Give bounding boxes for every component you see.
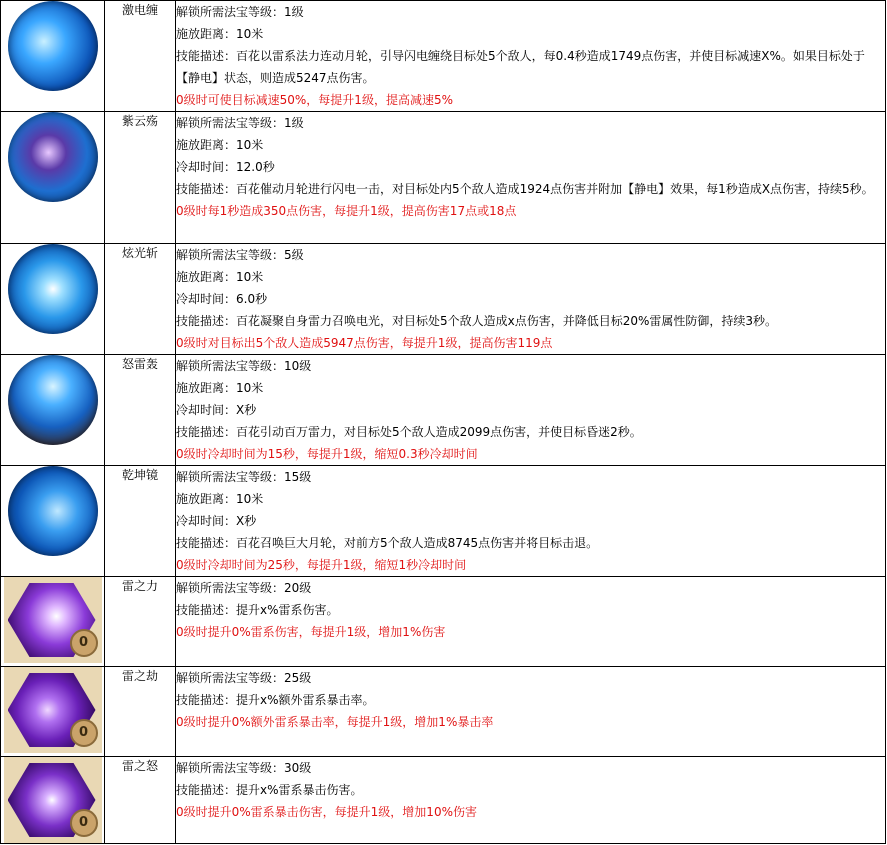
skill-description: 技能描述：提升x%雷系暴击伤害。 [176,783,363,797]
level-badge: 0 [70,719,98,747]
thunder-wrath-hex-icon [4,757,102,843]
cooldown: 冷却时间：X秒 [176,514,257,528]
lightning-orb-icon [8,1,98,91]
skill-icon-cell [1,1,105,112]
upgrade-note: 0级时可使目标减速50%，每提升1级，提高减速5% [176,93,453,107]
thunder-calamity-hex-icon [4,667,102,753]
skill-icon-cell [1,112,105,244]
skill-name: 雷之力 [105,577,176,667]
skill-icon-cell [1,244,105,355]
skill-name: 雷之怒 [105,757,176,844]
unlock-level: 解锁所需法宝等级：25级 [176,671,312,685]
unlock-level: 解锁所需法宝等级：5级 [176,248,304,262]
level-badge: 0 [70,629,98,657]
skill-row [1,244,886,355]
skill-description: 技能描述：提升x%雷系伤害。 [176,603,339,617]
skill-name: 激电缠 [105,1,176,112]
skill-details [176,757,886,844]
skill-row [1,667,886,757]
cooldown: 冷却时间：6.0秒 [176,292,268,306]
unlock-level: 解锁所需法宝等级：20级 [176,581,312,595]
skill-row [1,466,886,577]
unlock-level: 解锁所需法宝等级：1级 [176,116,304,130]
cast-range: 施放距离：10米 [176,381,264,395]
cast-range: 施放距离：10米 [176,138,264,152]
cooldown: 冷却时间：X秒 [176,403,257,417]
skill-row [1,757,886,844]
skill-icon-cell [1,355,105,466]
skill-details [176,355,886,466]
unlock-level: 解锁所需法宝等级：30级 [176,761,312,775]
skill-name: 雷之劫 [105,667,176,757]
unlock-level: 解锁所需法宝等级：15级 [176,470,312,484]
skill-name: 怒雷轰 [105,355,176,466]
upgrade-note: 0级时冷却时间为25秒，每提升1级，缩短1秒冷却时间 [176,558,467,572]
upgrade-note: 0级时提升0%额外雷系暴击率，每提升1级，增加1%暴击率 [176,715,494,729]
skill-row [1,355,886,466]
vortex-icon [8,466,98,556]
skill-icon-cell [1,667,105,757]
level-badge: 0 [70,809,98,837]
skill-details [176,1,886,112]
skill-details [176,667,886,757]
thunder-strike-icon [8,355,98,445]
cooldown: 冷却时间：12.0秒 [176,160,275,174]
skill-details [176,577,886,667]
skill-icon-cell [1,577,105,667]
skill-details [176,244,886,355]
cast-range: 施放距离：10米 [176,492,264,506]
skill-row [1,1,886,112]
upgrade-note: 0级时提升0%雷系伤害，每提升1级，增加1%伤害 [176,625,446,639]
light-burst-icon [8,244,98,334]
skill-description: 技能描述：提升x%额外雷系暴击率。 [176,693,375,707]
skill-name: 炫光斩 [105,244,176,355]
upgrade-note: 0级时提升0%雷系暴击伤害，每提升1级，增加10%伤害 [176,805,477,819]
skill-name: 紫云殇 [105,112,176,244]
skill-details [176,112,886,244]
skill-icon-cell [1,757,105,844]
skill-icon-cell [1,466,105,577]
skill-description: 技能描述：百花凝聚自身雷力召唤电光，对目标处5个敌人造成x点伤害，并降低目标20%雷属性防御，持续3秒。 [176,314,778,328]
upgrade-note: 0级时每1秒造成350点伤害，每提升1级，提高伤害17点或18点 [176,204,517,218]
unlock-level: 解锁所需法宝等级：10级 [176,359,312,373]
skill-name: 乾坤镜 [105,466,176,577]
upgrade-note: 0级时冷却时间为15秒，每提升1级，缩短0.3秒冷却时间 [176,447,478,461]
crescent-moon-icon [8,112,98,202]
skill-description: 技能描述：百花以雷系法力连动月轮，引导闪电缠绕目标处5个敌人，每0.4秒造成1749点伤害，并使目标减速X%。如果目标处于【静电】状态，则造成5247点伤害。 [176,49,865,85]
upgrade-note: 0级时对目标出5个敌人造成5947点伤害，每提升1级，提高伤害119点 [176,336,553,350]
unlock-level: 解锁所需法宝等级：1级 [176,5,304,19]
skill-row [1,112,886,244]
skill-description: 技能描述：百花引动百万雷力，对目标处5个敌人造成2099点伤害，并使目标昏迷2秒。 [176,425,642,439]
skill-description: 技能描述：百花召唤巨大月轮，对前方5个敌人造成8745点伤害并将目标击退。 [176,536,599,550]
cast-range: 施放距离：10米 [176,270,264,284]
thunder-power-hex-icon [4,577,102,663]
cast-range: 施放距离：10米 [176,27,264,41]
skill-details [176,466,886,577]
skill-description: 技能描述：百花催动月轮进行闪电一击，对目标处内5个敌人造成1924点伤害并附加【静电】效果，每1秒造成X点伤害，持续5秒。 [176,182,874,196]
skill-row [1,577,886,667]
